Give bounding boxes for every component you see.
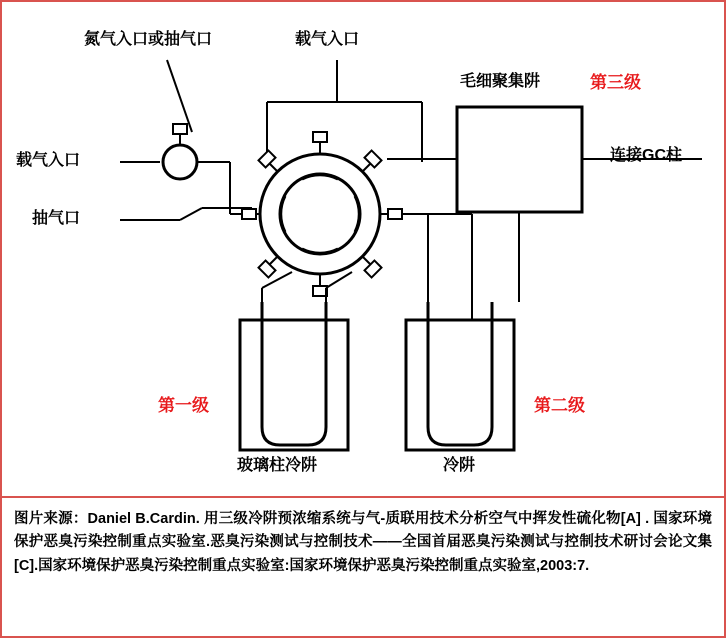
- leader-nitrogen-inlet: [167, 60, 192, 132]
- label-stage-three: 第三级: [590, 73, 641, 92]
- label-gc-column: 连接GC柱: [610, 147, 683, 164]
- pump-port-diagonal: [180, 208, 202, 220]
- label-carrier-gas-inlet-left: 载气入口: [16, 152, 81, 169]
- label-nitrogen-inlet: 氮气入口或抽气口: [84, 31, 213, 48]
- caption-box: [2, 496, 724, 636]
- label-cold-trap: 冷阱: [443, 457, 476, 474]
- label-stage-one: 第一级: [158, 396, 209, 415]
- rotary-actuator: [163, 145, 197, 179]
- actuator-cap: [173, 124, 187, 134]
- label-stage-two: 第二级: [534, 396, 585, 415]
- stage1-outer-box: [240, 320, 348, 450]
- stage2-outer-box: [406, 320, 514, 450]
- capillary-trap-box: [457, 107, 582, 212]
- label-capillary-trap: 毛细聚集阱: [460, 73, 541, 90]
- label-pump-port: 抽气口: [32, 210, 81, 227]
- valve-inner-ring: [280, 174, 360, 254]
- figure-source-caption: 图片来源：Daniel B.Cardin. 用三级冷阱预浓缩系统与气-质联用技术分析空气中挥发性硫化物[A] . 国家环境保护恶臭污染控制重点实验室.恶臭污染测试与控制技术——全国首届恶臭污染测试与控制技术研讨会论文集[C].国家环境保护恶臭污染控制重点实验室:国家环境保护恶臭污染控制重点实验室,2003:7.: [14, 511, 712, 574]
- diagram-canvas: [2, 2, 724, 496]
- label-glass-cold-trap: 玻璃柱冷阱: [237, 457, 318, 474]
- valve-port-blocks: [242, 132, 402, 296]
- label-carrier-gas-inlet-top: 载气入口: [295, 31, 360, 48]
